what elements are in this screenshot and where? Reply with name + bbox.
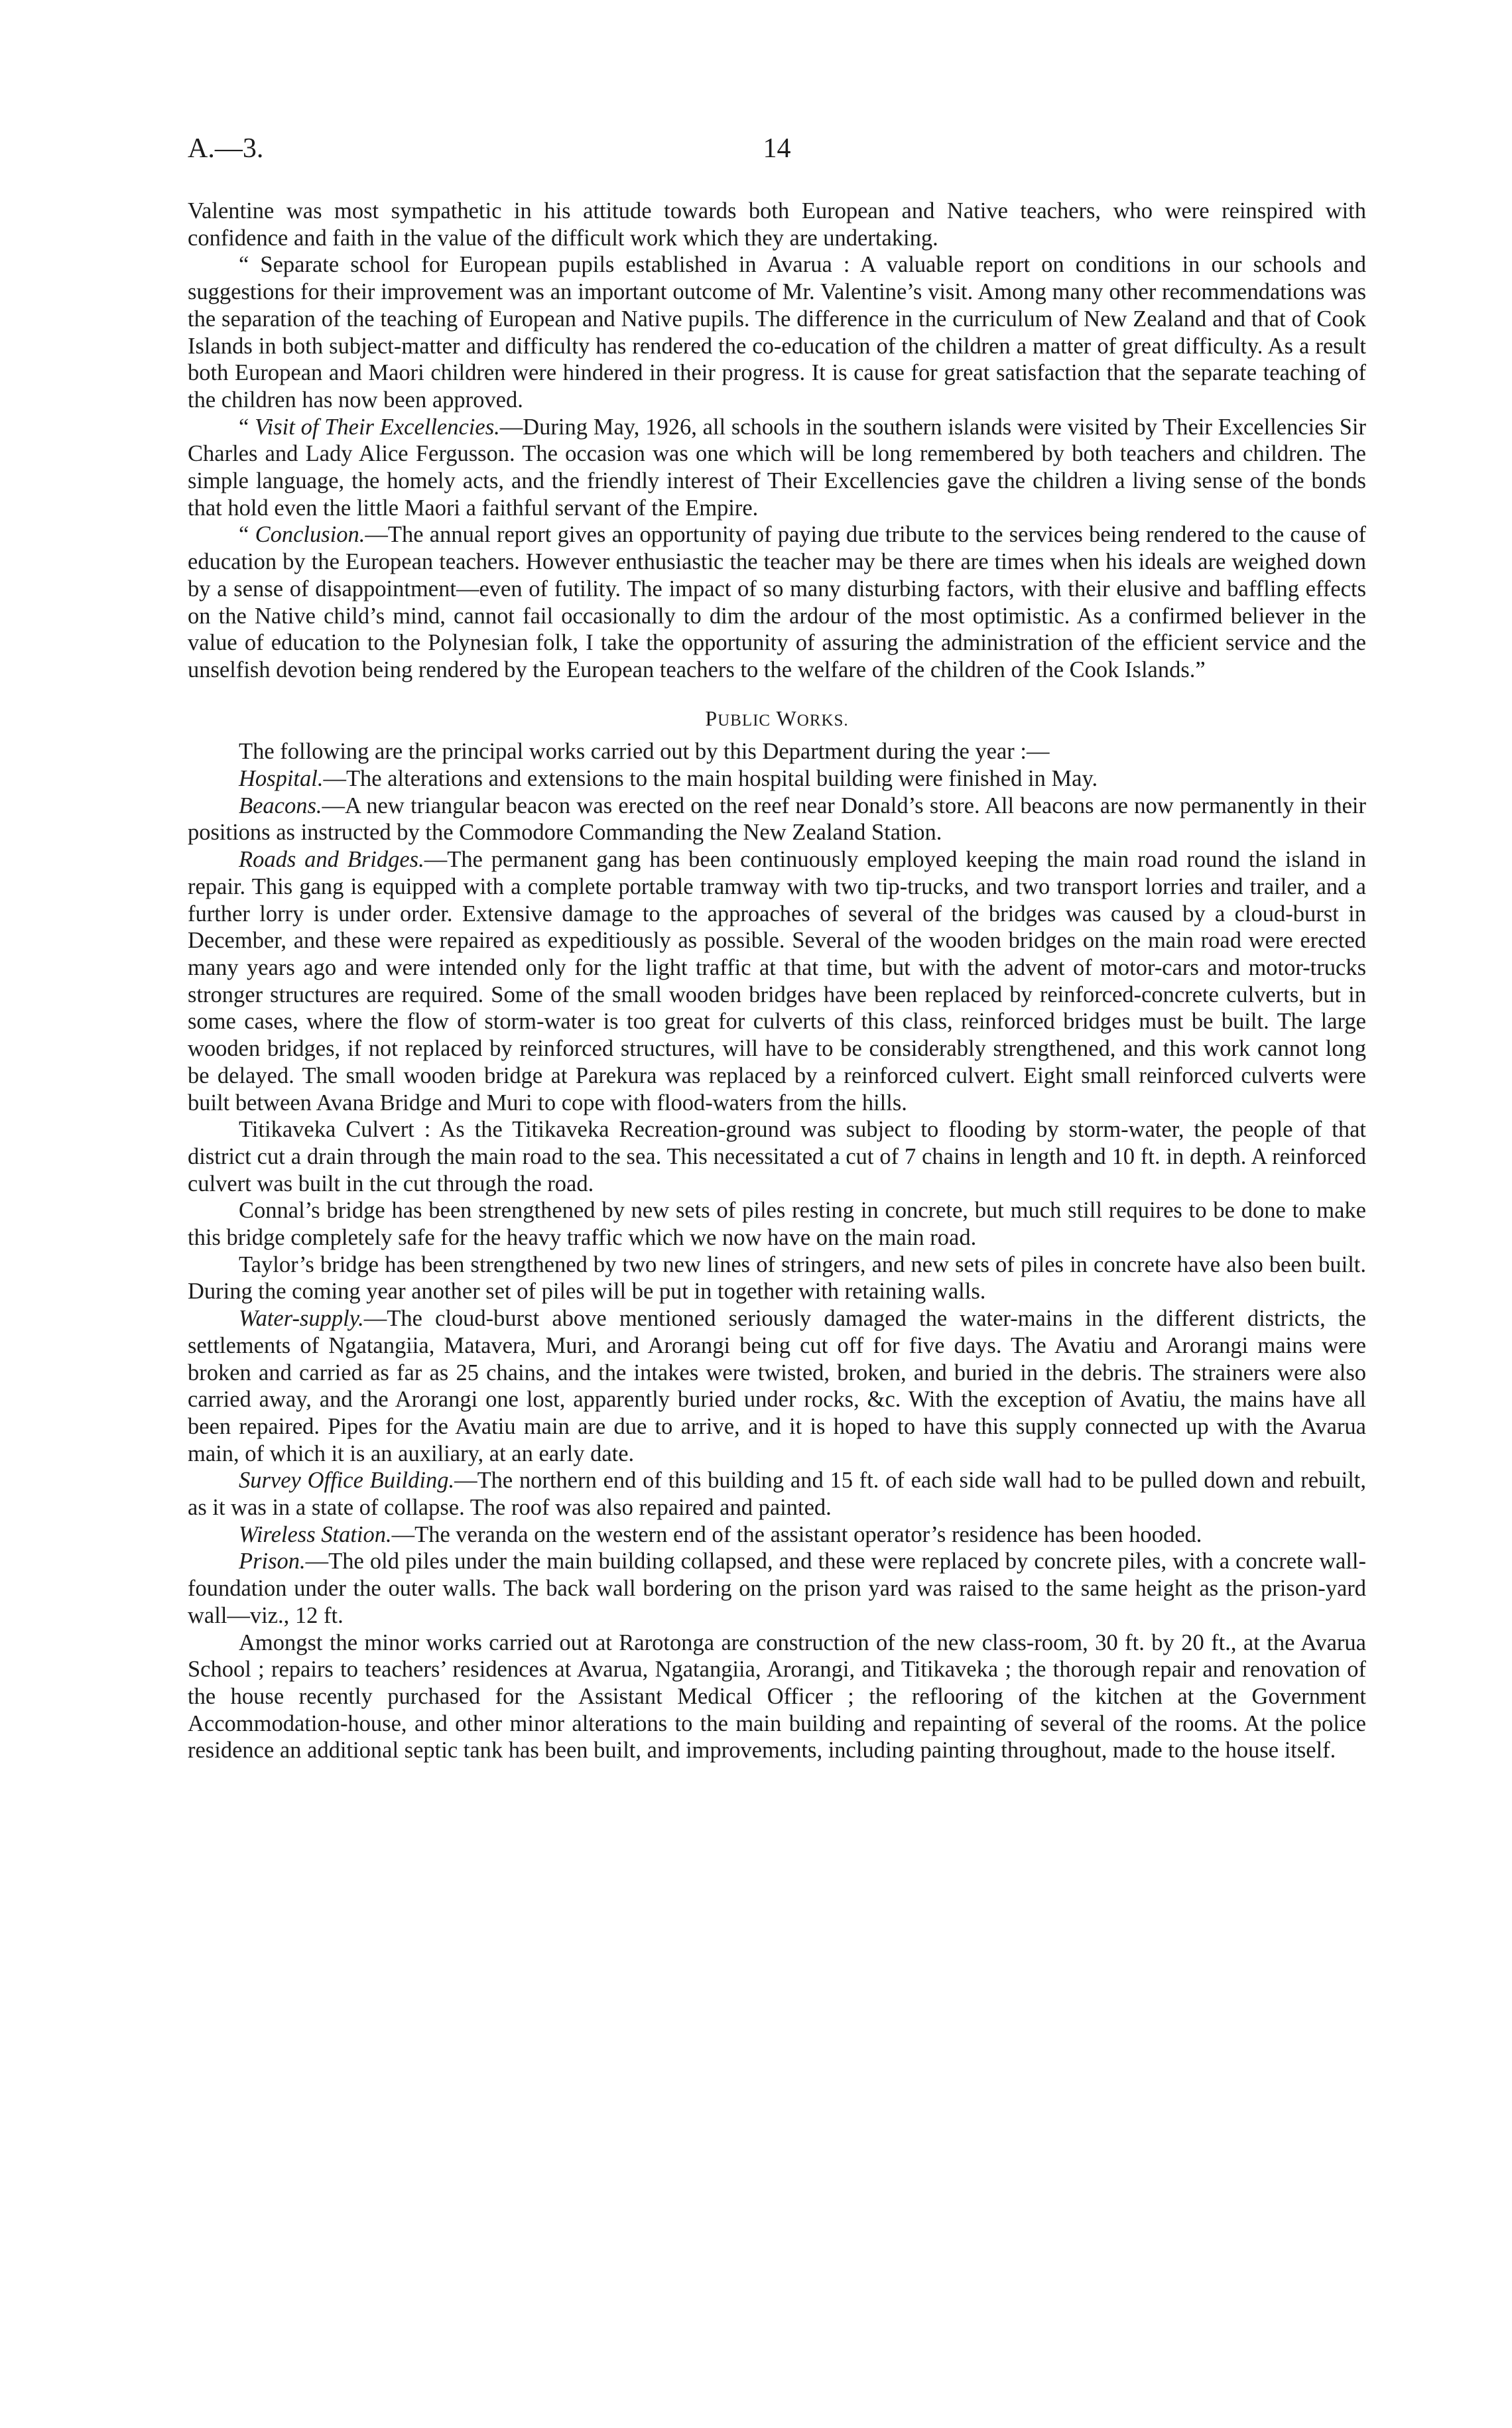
paragraph: Taylor’s bridge has been strengthened by two new lines of stringers, and new sets of piles in concrete have also been built. During the coming year another set of piles will be put in together with retaining walls. [188,1251,1366,1305]
paragraph-title: Conclusion. [255,522,365,548]
paragraph-title: Roads and Bridges. [239,847,424,873]
section-heading: PUBLIC WORKS. [705,706,849,730]
paragraph: Beacons.—A new triangular beacon was erected on the reef near Donald’s store. All beacons are now permanently in their positions as instructed by the Commodore Commanding the New Zealand Station. [188,793,1366,846]
page-number: 14 [763,133,791,164]
paragraph: Hospital.—The alterations and extensions to the main hospital building were finished in May. [239,766,1098,792]
report-reference: A.—3. [188,133,264,164]
paragraph: Amongst the minor works carried out at Rarotonga are construction of the new class-room, 30 ft. by 20 ft., at the Avarua School ; repairs to teachers’ residences at Avarua, Ngatangiia, Arorangi, and Titikaveka ; the thorough repair and renovation of the house recently purchased for the Assistant Medical Officer ; the reflooring of the kitchen at the Government Accommodation-house, and other minor alterations to the main building and repainting of several of the rooms. At the police residence an additional septic tank has been built, and improvements, including painting throughout, made to the house itself. [188,1629,1366,1763]
paragraph: Prison.—The old piles under the main building collapsed, and these were replaced by concrete piles, with a concrete wall-foundation under the outer walls. The back wall bordering on the prison yard was raised to the same height as the prison-yard wall—viz., 12 ft. [188,1549,1366,1628]
body-text [188,198,1366,1764]
paragraph-title: Water-supply. [239,1306,364,1332]
paragraph-title: Prison. [239,1549,306,1574]
paragraph-title: “ Separate school for European pupils established in Avarua : [239,252,850,278]
paragraph-title: Visit of Their Excellencies. [255,414,500,440]
paragraph: Survey Office Building.—The northern end of this building and 15 ft. of each side wall had to be pulled down and rebuilt, as it was in a state of collapse. The roof was also repaired and painted. [188,1468,1366,1521]
paragraph-title: Beacons. [239,793,322,818]
paragraph: Roads and Bridges.—The permanent gang has been continuously employed keeping the main road round the island in repair. This gang is equipped with a complete portable tramway with two tip-trucks, and two transport lorries and trailer, and a further lorry is under order. Extensive damage to the approaches of several of the bridges was caused by a cloud-burst in December, and these were repaired as expeditiously as possible. Several of the wooden bridges on the main road were erected many years ago and were intended only for the light traffic at that time, but with the advent of motor-cars and motor-trucks stronger structures are required. Some of the small wooden bridges have been replaced by reinforced-concrete culverts, but in some cases, where the flow of storm-water is too great for culverts of this class, reinforced bridges must be built. The large wooden bridges, if not replaced by reinforced structures, will have to be considerably strengthened, and this work cannot long be delayed. The small wooden bridge at Parekura was replaced by a reinforced culvert. Eight small reinforced culverts were built between Avana Bridge and Muri to cope with flood-waters from the hills. [188,847,1366,1116]
paragraph: “ Conclusion.—The annual report gives an opportunity of paying due tribute to the services being rendered to the cause of education by the European teachers. However enthusiastic the teacher may be there are times when his ideals are weighed down by a sense of disappointment—even of futility. The impact of so many disturbing factors, with their elusive and baffling effects on the Native child’s mind, cannot fail occasionally to dim the ardour of the most optimistic. As a confirmed believer in the value of education to the Polynesian folk, I take the opportunity of assuring the administration of the efficient service and the unselfish devotion being rendered by the European teachers to the welfare of the children of the Cook Islands.” [188,522,1366,682]
paragraph: Water-supply.—The cloud-burst above mentioned seriously damaged the water-mains in the different districts, the settlements of Ngatangiia, Matavera, Muri, and Arorangi being cut off for five days. The Avatiu and Arorangi mains were broken and carried as far as 25 chains, and the intakes were twisted, broken, and buried in the debris. The strainers were also carried away, and the Arorangi one lost, apparently buried under rocks, &c. With the exception of Avatiu, the mains have all been repaired. Pipes for the Avatiu main are due to arrive, and it is hoped to have this supply connected up with the Avarua main, of which it is an auxiliary, at an early date. [188,1306,1366,1466]
paragraph-title: Survey Office Building. [239,1468,455,1494]
paragraph: Titikaveka Culvert : As the Titikaveka Recreation-ground was subject to flooding by storm-water, the people of that district cut a drain through the main road to the sea. This necessitated a cut of 7 chains in length and 10 ft. in depth. A reinforced culvert was built in the cut through the road. [188,1117,1366,1196]
paragraph: “ Separate school for European pupils established in Avarua : A valuable report on conditions in our schools and suggestions for their improvement was an important outcome of Mr. Valentine’s visit. Among many other recommendations was the separation of the teaching of European and Native pupils. The difference in the curriculum of New Zealand and that of Cook Islands in both subject-matter and difficulty has rendered the co-education of the children a matter of great difficulty. As a result both European and Maori children were hindered in their progress. It is cause for great satisfaction that the separate teaching of the children has now been approved. [188,252,1366,413]
page-header [188,133,1366,172]
paragraph: The following are the principal works carried out by this Department during the year :— [239,739,1050,765]
paragraph: Valentine was most sympathetic in his attitude towards both European and Native teachers, who were reinspired with confidence and faith in the value of the difficult work which they are undertaking. [188,198,1366,251]
paragraph-title: Hospital. [239,766,324,792]
paragraph: Connal’s bridge has been strengthened by new sets of piles resting in concrete, but much still requires to be done to make this bridge completely safe for the heavy traffic which we now have on the main road. [188,1198,1366,1251]
paragraph-title: Wireless Station. [239,1521,392,1547]
paragraph: “ Visit of Their Excellencies.—During May, 1926, all schools in the southern islands were visited by Their Excellencies Sir Charles and Lady Alice Fergusson. The occasion was one which will be long remembered by both teachers and children. The simple language, the homely acts, and the friendly interest of Their Excellencies gave the children a living sense of the bonds that hold even the little Maori a faithful servant of the Empire. [188,414,1366,521]
paragraph: Wireless Station.—The veranda on the western end of the assistant operator’s residence has been hooded. [239,1521,1202,1547]
